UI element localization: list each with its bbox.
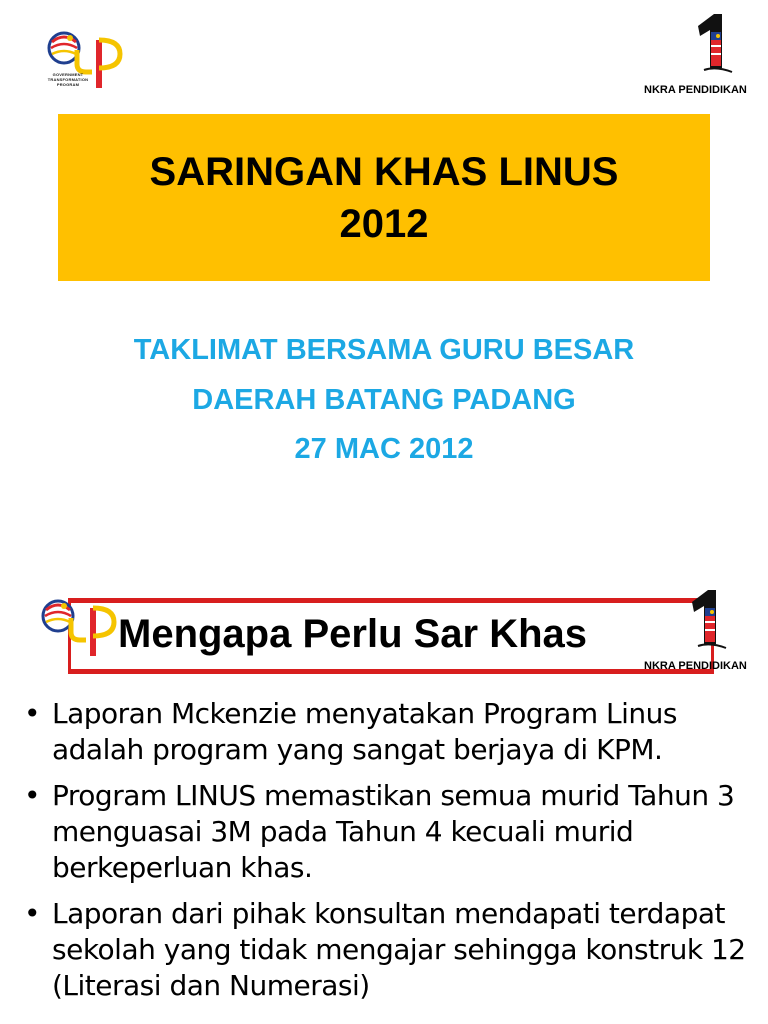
slide-header-title: Mengapa Perlu Sar Khas <box>118 612 588 656</box>
title-box <box>58 114 710 281</box>
content-slide <box>0 560 768 1024</box>
bullet-icon: • <box>24 779 41 812</box>
subtitle-line-2: DAERAH BATANG PADANG <box>192 384 576 416</box>
gtp-caption-line: PROGRAM <box>56 82 80 87</box>
bullet-icon: • <box>24 697 41 730</box>
slide-title <box>150 146 619 250</box>
bullet-item <box>22 896 762 1004</box>
title-line: 2012 <box>339 201 429 246</box>
bullet-text: Laporan dari pihak konsultan mendapati terdapat sekolah yang tidak mengajar sehingga konstruk 12 (Literasi dan Numerasi) <box>52 897 746 1002</box>
bullet-item <box>22 696 762 768</box>
subtitle-line-1: TAKLIMAT BERSAMA GURU BESAR <box>133 334 635 366</box>
bullet-list <box>22 696 762 1014</box>
bullet-text: Laporan Mckenzie menyatakan Program Linus adalah program yang sangat berjaya di KPM. <box>52 697 677 766</box>
title-line: SARINGAN KHAS LINUS <box>149 149 619 194</box>
bullet-text: Program LINUS memastikan semua murid Tahun 3 menguasai 3M pada Tahun 4 kecuali murid berkeperluan khas. <box>52 779 735 884</box>
1malaysia-logo-icon <box>692 12 736 78</box>
gtp-caption-line: GOVERNMENT <box>52 72 84 77</box>
gtp-caption-line: TRANSFORMATION <box>47 77 89 82</box>
nkra-label: NKRA PENDIDIKAN <box>644 84 747 96</box>
1malaysia-logo-icon <box>686 588 730 654</box>
gtp-logo-caption <box>44 72 92 87</box>
subtitle-date: 27 MAC 2012 <box>294 433 474 465</box>
bullet-item <box>22 778 762 886</box>
gtp-logo-icon <box>38 596 118 658</box>
bullet-icon: • <box>24 897 41 930</box>
nkra-label: NKRA PENDIDIKAN <box>644 660 747 672</box>
